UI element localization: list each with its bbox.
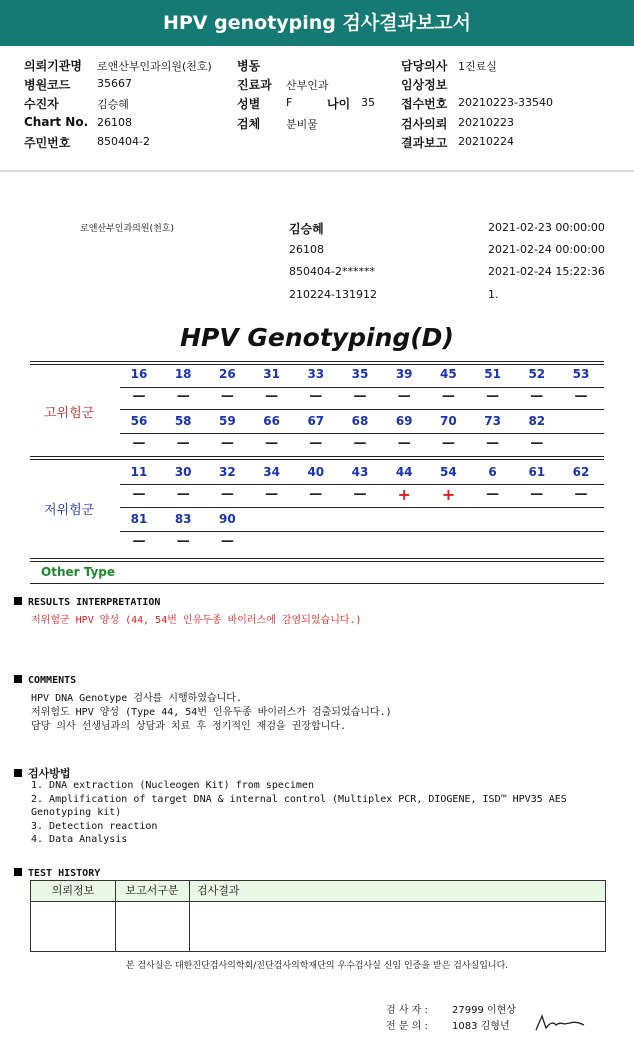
comment-line: 저위험도 HPV 양성 (Type 44, 54번 인유두종 바이러스가 검출되었습니다.) xyxy=(31,707,392,718)
header-info xyxy=(0,46,634,172)
comment-line: 담당 의사 선생님과의 상담과 치료 후 정기적인 재검을 권장합니다. xyxy=(31,721,347,732)
divider xyxy=(30,361,604,362)
hpv-type-number: 59 xyxy=(219,414,236,428)
hpv-type-number: 61 xyxy=(528,465,546,479)
method-line: 3. Detection reaction xyxy=(31,821,158,832)
comment-line: HPV DNA Genotype 검사를 시행하였습니다. xyxy=(31,693,242,704)
results-text: 저위험군 HPV 양성 (44, 54번 인유두종 바이러스에 감염되었습니다.) xyxy=(31,615,362,626)
label-sex: 성별 xyxy=(237,97,261,111)
label-report-date: 결과보고 xyxy=(401,136,448,150)
hpv-type-number: 70 xyxy=(440,414,457,428)
hpv-result-negative: — xyxy=(486,389,500,404)
hpv-result-negative: — xyxy=(176,436,190,451)
label-institution: 의뢰기관명 xyxy=(24,59,82,73)
hpv-result-negative: — xyxy=(265,487,279,502)
hpv-type-number: 26 xyxy=(219,367,236,381)
label-request-date: 검사의뢰 xyxy=(401,117,448,131)
value-hospital-code: 35667 xyxy=(97,77,132,90)
method-line: 1. DNA extraction (Nucleogen Kit) from specimen xyxy=(31,780,314,791)
hpv-result-positive: + xyxy=(397,485,411,504)
divider xyxy=(120,484,604,485)
label-accession: 접수번호 xyxy=(401,97,448,111)
hpv-type-number: 66 xyxy=(263,414,280,428)
history-col-result: 검사결과 xyxy=(197,884,240,897)
specialist-label: 전 문 의 : xyxy=(386,1021,428,1032)
value-chart: 26108 xyxy=(97,116,132,129)
hpv-result-negative: — xyxy=(530,487,544,502)
hpv-result-negative: — xyxy=(353,389,367,404)
history-col-request: 의뢰정보 xyxy=(51,884,95,897)
hpv-type-number: 82 xyxy=(528,414,546,428)
hpv-type-number: 81 xyxy=(130,512,148,526)
hpv-type-number: 52 xyxy=(528,367,546,381)
hpv-type-number: 6 xyxy=(488,465,497,479)
hpv-result-negative: — xyxy=(309,389,323,404)
hpv-type-number: 34 xyxy=(263,465,280,479)
label-resident-id: 주민번호 xyxy=(24,136,71,150)
signature-image xyxy=(534,1012,586,1032)
hpv-result-negative: — xyxy=(353,487,367,502)
history-table xyxy=(30,880,606,952)
hpv-result-negative: — xyxy=(486,487,500,502)
hpv-result-negative: — xyxy=(530,389,544,404)
tester-value: 27999 이현상 xyxy=(452,1005,516,1016)
info-patient-name: 김승혜 xyxy=(289,222,324,236)
label-patient: 수진자 xyxy=(24,97,59,111)
value-resident-id: 850404-2 xyxy=(97,135,150,148)
info-date1: 2021-02-23 00:00:00 xyxy=(488,221,605,234)
divider xyxy=(30,583,604,584)
divider xyxy=(30,561,604,562)
hpv-result-negative: — xyxy=(220,487,234,502)
info-page: 1. xyxy=(488,288,499,301)
label-ward: 병동 xyxy=(237,59,261,73)
value-report-date: 20210224 xyxy=(458,135,514,148)
hpv-result-negative: — xyxy=(265,389,279,404)
hpv-type-number: 67 xyxy=(307,414,325,428)
results-heading: RESULTS INTERPRETATION xyxy=(14,595,160,608)
test-title: HPV Genotyping(D) xyxy=(180,323,454,352)
hpv-result-negative: — xyxy=(397,389,411,404)
hpv-result-negative: — xyxy=(220,534,234,549)
hpv-result-negative: — xyxy=(530,436,544,451)
divider xyxy=(120,409,604,410)
hpv-type-number: 44 xyxy=(395,465,413,479)
certification-note: 본 검사실은 대한진단검사의학회/진단검사의학재단의 우수검사실 신임 인증을 받은 검사실입니다. xyxy=(125,961,509,971)
label-age: 나이 xyxy=(327,97,351,111)
divider xyxy=(30,558,604,559)
hpv-type-number: 69 xyxy=(395,414,413,428)
divider xyxy=(189,881,190,951)
hpv-type-number: 31 xyxy=(263,367,280,381)
hpv-result-negative: — xyxy=(132,534,146,549)
method-heading: 검사방법 xyxy=(14,765,71,781)
value-age: 35 xyxy=(361,96,375,109)
value-department: 산부인과 xyxy=(286,79,329,92)
label-department: 진료과 xyxy=(237,78,272,92)
hpv-result-negative: — xyxy=(309,487,323,502)
hpv-type-number: 35 xyxy=(351,367,369,381)
hpv-type-number: 32 xyxy=(219,465,236,479)
value-sex: F xyxy=(286,96,293,109)
hpv-result-negative: — xyxy=(574,487,588,502)
hpv-type-number: 40 xyxy=(307,465,325,479)
hpv-type-number: 11 xyxy=(130,465,148,479)
hpv-type-number: 43 xyxy=(351,465,369,479)
hpv-type-number: 33 xyxy=(307,367,325,381)
value-institution: 로앤산부인과의원(천호) xyxy=(97,60,212,73)
hpv-result-negative: — xyxy=(132,389,146,404)
hpv-type-number: 18 xyxy=(174,367,192,381)
hpv-result-negative: — xyxy=(441,389,455,404)
hpv-type-number: 16 xyxy=(130,367,148,381)
label-specimen: 검체 xyxy=(237,117,261,131)
hpv-result-negative: — xyxy=(220,436,234,451)
divider xyxy=(120,507,604,508)
hpv-type-number: 30 xyxy=(174,465,192,479)
value-specimen: 분비물 xyxy=(286,118,318,131)
hpv-type-number: 90 xyxy=(219,512,236,526)
hpv-result-negative: — xyxy=(441,436,455,451)
hpv-type-number: 58 xyxy=(174,414,192,428)
info-accession: 210224-131912 xyxy=(289,288,377,301)
divider xyxy=(120,387,604,388)
hpv-type-number: 39 xyxy=(395,367,413,381)
info-date3: 2021-02-24 15:22:36 xyxy=(488,265,605,278)
hpv-result-negative: — xyxy=(132,436,146,451)
report-title: HPV genotyping 검사결과보고서 xyxy=(0,0,634,46)
low-risk-label: 저위험군 xyxy=(44,503,95,518)
divider xyxy=(30,364,604,365)
hpv-type-number: 83 xyxy=(174,512,192,526)
hpv-result-negative: — xyxy=(132,487,146,502)
hpv-result-positive: + xyxy=(441,485,456,504)
hpv-type-number: 73 xyxy=(484,414,501,428)
value-patient: 김승혜 xyxy=(97,98,129,111)
divider xyxy=(120,531,604,532)
hpv-type-number: 62 xyxy=(572,465,590,479)
info-institution: 로앤산부인과의원(천호) xyxy=(80,224,174,234)
value-accession: 20210223-33540 xyxy=(458,96,553,109)
label-clinical-info: 임상정보 xyxy=(401,78,448,92)
info-date2: 2021-02-24 00:00:00 xyxy=(488,243,605,256)
info-chart: 26108 xyxy=(289,243,324,256)
high-risk-label: 고위험군 xyxy=(44,406,95,421)
hpv-result-negative: — xyxy=(176,389,190,404)
hpv-result-negative: — xyxy=(176,534,190,549)
hpv-type-number: 45 xyxy=(440,367,457,381)
divider xyxy=(30,456,604,457)
label-chart: Chart No. xyxy=(24,115,89,129)
hpv-type-number: 68 xyxy=(351,414,369,428)
hpv-type-number: 51 xyxy=(484,367,501,381)
hpv-result-negative: — xyxy=(397,436,411,451)
history-col-report-type: 보고서구분 xyxy=(125,884,179,897)
divider xyxy=(120,433,604,434)
hpv-result-negative: — xyxy=(309,436,323,451)
method-line: 2. Amplification of target DNA & internal control (Multiplex PCR, DIOGENE, ISD™ HPV35 AES xyxy=(31,794,567,805)
comments-heading: COMMENTS xyxy=(14,673,76,686)
method-line: 4. Data Analysis xyxy=(31,834,128,845)
hpv-result-negative: — xyxy=(220,389,234,404)
hpv-result-negative: — xyxy=(265,436,279,451)
hpv-result-negative: — xyxy=(574,389,588,404)
specialist-value: 1083 김형년 xyxy=(452,1021,510,1032)
label-doctor: 담당의사 xyxy=(401,59,448,73)
hpv-result-negative: — xyxy=(486,436,500,451)
divider xyxy=(30,459,604,460)
other-type-label: Other Type xyxy=(41,565,116,579)
info-resident-id: 850404-2****** xyxy=(289,265,375,278)
hpv-type-number: 53 xyxy=(572,367,590,381)
hpv-type-number: 54 xyxy=(440,465,457,479)
hpv-result-negative: — xyxy=(176,487,190,502)
hpv-type-number: 56 xyxy=(130,414,148,428)
value-doctor: 1진료실 xyxy=(458,60,497,73)
hpv-result-negative: — xyxy=(353,436,367,451)
label-hospital-code: 병원코드 xyxy=(24,78,71,92)
tester-label: 검 사 자 : xyxy=(386,1005,428,1016)
method-line: Genotyping kit) xyxy=(31,807,122,818)
history-heading: TEST HISTORY xyxy=(14,866,100,879)
value-request-date: 20210223 xyxy=(458,116,514,129)
